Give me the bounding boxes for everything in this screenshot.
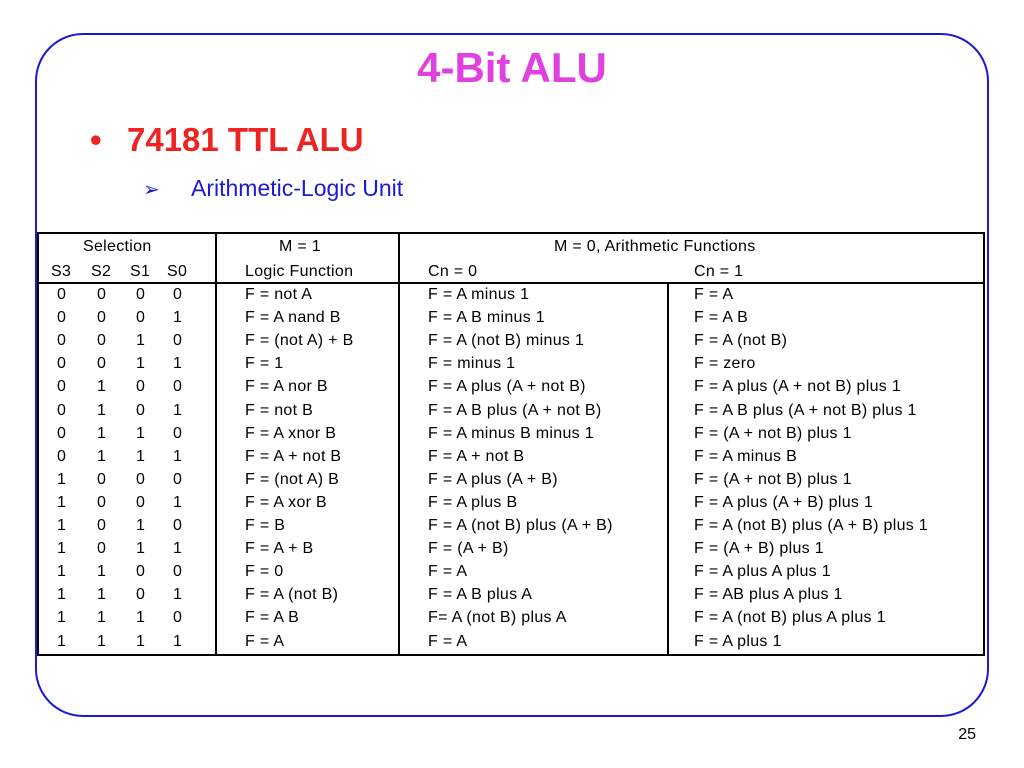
table-cell-s1: 1 [136, 332, 146, 350]
table-cell-s0: 1 [173, 401, 183, 419]
table-cell-cn1: F = A B [694, 309, 749, 327]
header-s2: S2 [91, 263, 112, 280]
table-cell-s3: 1 [57, 470, 67, 488]
table-cell-cn0: F = A minus B minus 1 [428, 424, 594, 442]
table-cell-s3: 0 [57, 378, 67, 396]
arrow-bullet-icon: ➢ [143, 179, 160, 201]
table-cell-logic: F = not A [245, 286, 313, 303]
table-cell-s1: 0 [136, 493, 146, 511]
table-cell-cn0: F = A minus 1 [428, 286, 530, 303]
table-cell-cn0: F = A plus (A + B) [428, 470, 558, 488]
table-divider [215, 234, 217, 654]
table-cell-cn0: F = (A + B) [428, 540, 509, 558]
table-cell-s0: 1 [173, 355, 183, 373]
table-cell-logic: F = 0 [245, 563, 284, 581]
table-cell-s3: 0 [57, 309, 67, 327]
table-cell-s2: 0 [97, 493, 107, 511]
table-cell-logic: F = A B [245, 609, 300, 627]
table-cell-logic: F = B [245, 517, 286, 534]
bullet-item [90, 121, 364, 159]
table-cell-logic: F = A xor B [245, 493, 328, 511]
table-cell-s1: 1 [136, 517, 146, 534]
table-cell-s3: 0 [57, 286, 67, 303]
table-cell-s2: 0 [97, 540, 107, 558]
table-cell-s2: 0 [97, 332, 107, 350]
table-cell-cn1: F = A minus B [694, 447, 798, 465]
header-selection: Selection [83, 238, 152, 255]
table-divider [667, 282, 669, 654]
table-cell-cn1: F = zero [694, 355, 756, 373]
table-cell-s0: 1 [173, 632, 183, 650]
slide-title: 4-Bit ALU [417, 44, 607, 91]
bullet-text: 74181 TTL ALU [127, 121, 364, 158]
table-cell-s3: 1 [57, 586, 67, 604]
table-cell-cn0: F = A (not B) minus 1 [428, 332, 585, 350]
table-cell-s1: 0 [136, 401, 146, 419]
table-cell-cn0: F = A [428, 632, 468, 650]
table-cell-cn1: F = A plus (A + B) plus 1 [694, 493, 874, 511]
table-cell-s2: 1 [97, 586, 107, 604]
header-s1: S1 [130, 263, 151, 280]
table-cell-s0: 0 [173, 609, 183, 627]
table-cell-cn0: F = minus 1 [428, 355, 516, 373]
sub-bullet-text: Arithmetic-Logic Unit [191, 175, 404, 201]
table-cell-s2: 1 [97, 563, 107, 581]
table-cell-s0: 0 [173, 563, 183, 581]
table-cell-s0: 0 [173, 378, 183, 396]
table-cell-s0: 0 [173, 424, 183, 442]
table-cell-s2: 1 [97, 424, 107, 442]
table-cell-cn0: F = A + not B [428, 447, 525, 465]
table-cell-s0: 1 [173, 540, 183, 558]
table-cell-cn1: F = (A + not B) plus 1 [694, 470, 852, 488]
bullet-marker: • [90, 121, 102, 158]
table-cell-s2: 0 [97, 355, 107, 373]
table-cell-s1: 0 [136, 378, 146, 396]
table-cell-cn1: F = A [694, 286, 734, 303]
table-cell-s1: 0 [136, 470, 146, 488]
table-cell-logic: F = (not A) B [245, 470, 340, 488]
table-cell-s1: 1 [136, 447, 146, 465]
table-cell-cn0: F = A B minus 1 [428, 309, 545, 327]
table-cell-s2: 1 [97, 447, 107, 465]
table-cell-cn0: F = A (not B) plus (A + B) [428, 517, 613, 534]
table-cell-cn0: F = A plus B [428, 493, 518, 511]
table-cell-s3: 1 [57, 632, 67, 650]
page-number: 25 [958, 726, 976, 743]
table-cell-s0: 0 [173, 470, 183, 488]
table-cell-s0: 1 [173, 309, 183, 327]
table-cell-s3: 1 [57, 540, 67, 558]
table-cell-s2: 0 [97, 309, 107, 327]
header-logic-mode: M = 1 [279, 238, 321, 255]
table-cell-s2: 0 [97, 286, 107, 303]
header-s0: S0 [167, 263, 188, 280]
table-cell-s3: 1 [57, 563, 67, 581]
table-cell-s0: 1 [173, 586, 183, 604]
table-cell-s2: 1 [97, 632, 107, 650]
table-cell-cn1: F = A B plus (A + not B) plus 1 [694, 401, 917, 419]
table-cell-logic: F = A [245, 632, 285, 650]
table-cell-s3: 1 [57, 609, 67, 627]
table-cell-cn1: F = A (not B) plus A plus 1 [694, 609, 886, 627]
table-cell-s1: 1 [136, 424, 146, 442]
table-cell-logic: F = A + not B [245, 447, 342, 465]
table-cell-s1: 1 [136, 355, 146, 373]
table-cell-s1: 0 [136, 563, 146, 581]
table-cell-s1: 0 [136, 286, 146, 303]
table-cell-s3: 1 [57, 493, 67, 511]
table-cell-s3: 0 [57, 401, 67, 419]
table-cell-logic: F = (not A) + B [245, 332, 354, 350]
table-cell-s1: 1 [136, 540, 146, 558]
header-s3: S3 [51, 263, 72, 280]
table-cell-logic: F = A + B [245, 540, 314, 558]
table-cell-cn0: F= A (not B) plus A [428, 609, 567, 627]
table-divider [398, 234, 400, 654]
table-cell-logic: F = not B [245, 401, 314, 419]
table-cell-cn1: F = AB plus A plus 1 [694, 586, 843, 604]
alu-function-table [37, 232, 985, 656]
table-cell-cn1: F = A (not B) plus (A + B) plus 1 [694, 517, 929, 534]
table-cell-logic: F = A xnor B [245, 424, 337, 442]
sub-bullet-item [143, 175, 403, 202]
table-cell-s2: 1 [97, 609, 107, 627]
table-cell-cn1: F = (A + not B) plus 1 [694, 424, 852, 442]
table-cell-s1: 0 [136, 309, 146, 327]
table-cell-s0: 0 [173, 332, 183, 350]
table-cell-cn0: F = A [428, 563, 468, 581]
table-cell-cn1: F = A (not B) [694, 332, 788, 350]
table-cell-cn1: F = (A + B) plus 1 [694, 540, 824, 558]
table-cell-s0: 0 [173, 286, 183, 303]
table-cell-s0: 0 [173, 517, 183, 534]
header-logic-function: Logic Function [245, 263, 354, 280]
header-cn0: Cn = 0 [428, 263, 478, 280]
header-cn1: Cn = 1 [694, 263, 744, 280]
table-cell-cn0: F = A B plus A [428, 586, 533, 604]
table-cell-s2: 1 [97, 378, 107, 396]
table-cell-cn1: F = A plus (A + not B) plus 1 [694, 378, 902, 396]
table-cell-s2: 0 [97, 470, 107, 488]
table-cell-logic: F = A nand B [245, 309, 341, 327]
table-cell-logic: F = A (not B) [245, 586, 339, 604]
table-cell-s1: 1 [136, 609, 146, 627]
table-cell-s3: 0 [57, 447, 67, 465]
table-cell-s1: 0 [136, 586, 146, 604]
table-cell-s0: 1 [173, 493, 183, 511]
table-cell-s1: 1 [136, 632, 146, 650]
table-cell-s2: 0 [97, 517, 107, 534]
table-cell-logic: F = 1 [245, 355, 284, 373]
table-cell-s3: 0 [57, 355, 67, 373]
table-cell-s0: 1 [173, 447, 183, 465]
table-cell-s3: 0 [57, 424, 67, 442]
table-cell-s3: 0 [57, 332, 67, 350]
table-cell-s2: 1 [97, 401, 107, 419]
header-arith-mode: M = 0, Arithmetic Functions [554, 238, 756, 255]
table-cell-cn0: F = A B plus (A + not B) [428, 401, 602, 419]
table-cell-logic: F = A nor B [245, 378, 328, 396]
table-cell-cn1: F = A plus 1 [694, 632, 782, 650]
table-cell-s3: 1 [57, 517, 67, 534]
table-cell-cn1: F = A plus A plus 1 [694, 563, 831, 581]
table-cell-cn0: F = A plus (A + not B) [428, 378, 586, 396]
